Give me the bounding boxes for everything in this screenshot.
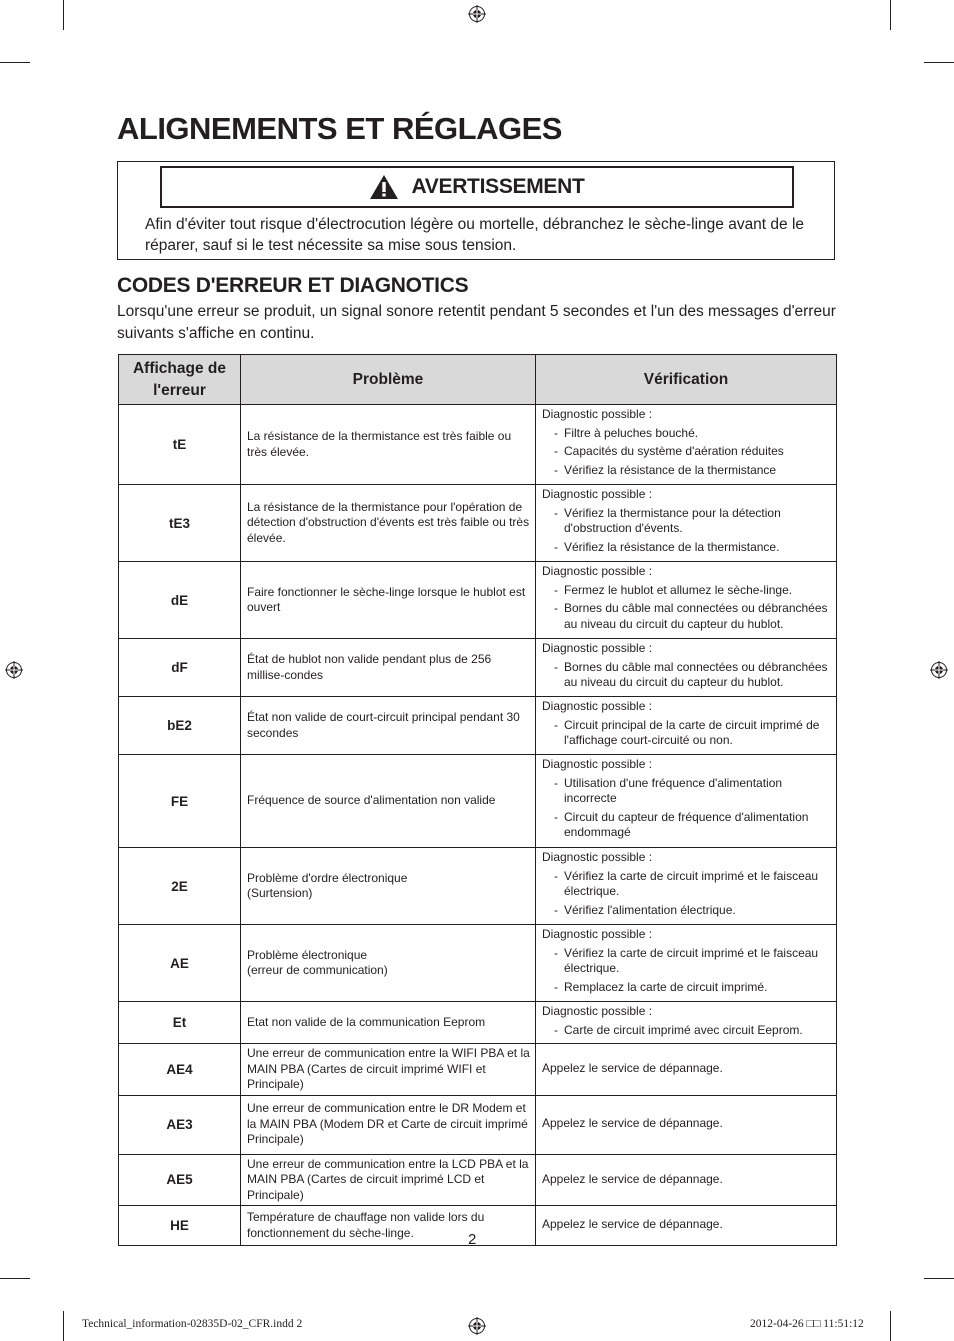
table-row xyxy=(119,639,837,697)
table-row xyxy=(119,1002,837,1044)
diagnostic-label: Diagnostic possible : xyxy=(542,641,653,655)
table-row xyxy=(119,925,837,1002)
problem-description: La résistance de la thermistance pour l'opération de détection d'obstruction d'évents est très faible ou très élevée. xyxy=(241,485,536,562)
problem-description: État non valide de court-circuit principal pendant 30 secondes xyxy=(241,697,536,755)
table-row xyxy=(119,1206,837,1246)
diagnostic-label: Diagnostic possible : xyxy=(542,850,653,864)
registration-mark-icon xyxy=(468,1317,486,1335)
table-row xyxy=(119,697,837,755)
check-item: - Vérifiez la carte de circuit imprimé et le faisceau électrique. xyxy=(542,946,831,977)
error-code: FE xyxy=(119,755,241,848)
diagnostic-label: Diagnostic possible : xyxy=(542,757,653,771)
diagnostic-label: Diagnostic possible : xyxy=(542,927,653,941)
problem-description: Problème d'ordre électronique (Surtension) xyxy=(241,848,536,925)
check-list xyxy=(542,583,831,633)
diagnostic-label: Diagnostic possible : xyxy=(542,487,653,501)
verification-cell xyxy=(536,562,837,639)
page-number: 2 xyxy=(468,1231,477,1248)
error-code: Et xyxy=(119,1002,241,1044)
error-code: HE xyxy=(119,1206,241,1246)
check-item: - Capacités du système d'aération réduites xyxy=(542,444,831,460)
check-list xyxy=(542,869,831,919)
error-code: dE xyxy=(119,562,241,639)
check-list xyxy=(542,946,831,996)
check-list xyxy=(542,776,831,841)
diagnostic-label: Diagnostic possible : xyxy=(542,564,653,578)
crop-mark xyxy=(924,62,954,63)
problem-description: Température de chauffage non valide lors du fonctionnement du sèche-linge. xyxy=(241,1206,536,1246)
check-item: - Bornes du câble mal connectées ou débranchées au niveau du circuit du capteur du hublot. xyxy=(542,660,831,691)
column-header-verification: Vérification xyxy=(536,355,837,405)
diagnostic-label: Diagnostic possible : xyxy=(542,407,653,421)
check-item: - Bornes du câble mal connectées ou débranchées au niveau du circuit du capteur du hublot. xyxy=(542,601,831,632)
registration-mark-icon xyxy=(468,5,486,23)
check-list xyxy=(542,660,831,691)
warning-triangle-icon xyxy=(369,174,399,200)
column-header-display: Affichage de l'erreur xyxy=(119,355,241,405)
check-item: - Circuit principal de la carte de circuit imprimé de l'affichage court-circuité ou non. xyxy=(542,718,831,749)
error-code: AE4 xyxy=(119,1044,241,1096)
check-item: - Vérifiez la thermistance pour la détection d'obstruction d'évents. xyxy=(542,506,831,537)
verification-cell xyxy=(536,639,837,697)
verification-cell xyxy=(536,848,837,925)
check-item: - Vérifiez la résistance de la thermistance xyxy=(542,463,831,479)
problem-description: Faire fonctionner le sèche-linge lorsque le hublot est ouvert xyxy=(241,562,536,639)
problem-description: Une erreur de communication entre le DR Modem et la MAIN PBA (Modem DR et Carte de circuit imprimé Principale) xyxy=(241,1095,536,1154)
page-title: ALIGNEMENTS ET RÉGLAGES xyxy=(117,111,562,146)
check-item: - Fermez le hublot et allumez le sèche-linge. xyxy=(542,583,831,599)
error-codes-table xyxy=(118,354,837,1246)
check-item: - Circuit du capteur de fréquence d'alimentation endommagé xyxy=(542,810,831,841)
warning-text: Afin d'éviter tout risque d'électrocution légère ou mortelle, débranchez le sèche-linge avant de le réparer, sauf si le test nécessite sa mise sous tension. xyxy=(145,216,805,254)
error-code: AE5 xyxy=(119,1154,241,1206)
diagnostic-label: Appelez le service de dépannage. xyxy=(542,1217,723,1232)
registration-mark-icon xyxy=(930,661,948,679)
table-row xyxy=(119,1154,837,1206)
verification-cell xyxy=(536,405,837,485)
check-item: - Utilisation d'une fréquence d'alimentation incorrecte xyxy=(542,776,831,807)
verification-cell xyxy=(536,1095,837,1154)
error-code: 2E xyxy=(119,848,241,925)
check-list xyxy=(542,426,831,479)
problem-description: Etat non valide de la communication Eeprom xyxy=(241,1002,536,1044)
crop-mark xyxy=(890,1311,891,1341)
check-item: - Vérifiez la résistance de la thermistance. xyxy=(542,540,831,556)
check-list xyxy=(542,718,831,749)
diagnostic-label: Appelez le service de dépannage. xyxy=(542,1061,723,1075)
verification-cell xyxy=(536,1154,837,1206)
table-header-row xyxy=(119,355,837,405)
problem-description: La résistance de la thermistance est très faible ou très élevée. xyxy=(241,405,536,485)
column-header-problem: Problème xyxy=(241,355,536,405)
verification-cell xyxy=(536,755,837,848)
problem-description: État de hublot non valide pendant plus de 256 millise-condes xyxy=(241,639,536,697)
check-item: - Vérifiez la carte de circuit imprimé et le faisceau électrique. xyxy=(542,869,831,900)
table-row xyxy=(119,848,837,925)
table-row xyxy=(119,1095,837,1154)
diagnostic-label: Diagnostic possible : xyxy=(542,699,653,713)
diagnostic-label: Appelez le service de dépannage. xyxy=(542,1171,723,1186)
check-list xyxy=(542,506,831,556)
table-row xyxy=(119,405,837,485)
verification-cell xyxy=(536,1044,837,1096)
verification-cell xyxy=(536,1206,837,1246)
crop-mark xyxy=(63,0,64,30)
problem-description: Une erreur de communication entre la WIFI PBA et la MAIN PBA (Cartes de circuit imprimé WIFI et Principale) xyxy=(241,1044,536,1096)
problem-description: Une erreur de communication entre la LCD PBA et la MAIN PBA (Cartes de circuit imprimé LCD et Principale) xyxy=(241,1154,536,1206)
crop-mark xyxy=(924,1278,954,1279)
crop-mark xyxy=(0,1278,30,1279)
diagnostic-label: Appelez le service de dépannage. xyxy=(542,1116,723,1131)
error-code: AE3 xyxy=(119,1095,241,1154)
table-row xyxy=(119,755,837,848)
error-code: tE xyxy=(119,405,241,485)
footer-timestamp: 2012-04-26 □□ 11:51:12 xyxy=(750,1318,864,1330)
check-item: - Remplacez la carte de circuit imprimé. xyxy=(542,980,831,996)
table-row xyxy=(119,485,837,562)
footer-file-info: Technical_information-02835D-02_CFR.indd 2 xyxy=(82,1318,303,1330)
crop-mark xyxy=(890,0,891,30)
registration-mark-icon xyxy=(5,661,23,679)
check-list xyxy=(542,1023,831,1039)
verification-cell xyxy=(536,697,837,755)
problem-description: Fréquence de source d'alimentation non valide xyxy=(241,755,536,848)
section-title: CODES D'ERREUR ET DIAGNOTICS xyxy=(117,274,469,297)
section-intro: Lorsqu'une erreur se produit, un signal sonore retentit pendant 5 secondes et l'un des messages d'erreur suivants s'affiche en continu. xyxy=(117,303,836,342)
warning-label: AVERTISSEMENT xyxy=(411,175,585,198)
problem-description: Problème électronique (erreur de communication) xyxy=(241,925,536,1002)
check-item: - Vérifiez l'alimentation électrique. xyxy=(542,903,831,919)
check-item: - Filtre à peluches bouché. xyxy=(542,426,831,442)
table-row xyxy=(119,562,837,639)
warning-box xyxy=(117,161,835,260)
table-row xyxy=(119,1044,837,1096)
check-item: - Carte de circuit imprimé avec circuit Eeprom. xyxy=(542,1023,831,1039)
error-code: AE xyxy=(119,925,241,1002)
warning-header xyxy=(160,166,794,208)
error-code: bE2 xyxy=(119,697,241,755)
crop-mark xyxy=(0,62,30,63)
verification-cell xyxy=(536,1002,837,1044)
error-code: tE3 xyxy=(119,485,241,562)
crop-mark xyxy=(63,1311,64,1341)
diagnostic-label: Diagnostic possible : xyxy=(542,1004,653,1018)
verification-cell xyxy=(536,925,837,1002)
verification-cell xyxy=(536,485,837,562)
error-code: dF xyxy=(119,639,241,697)
